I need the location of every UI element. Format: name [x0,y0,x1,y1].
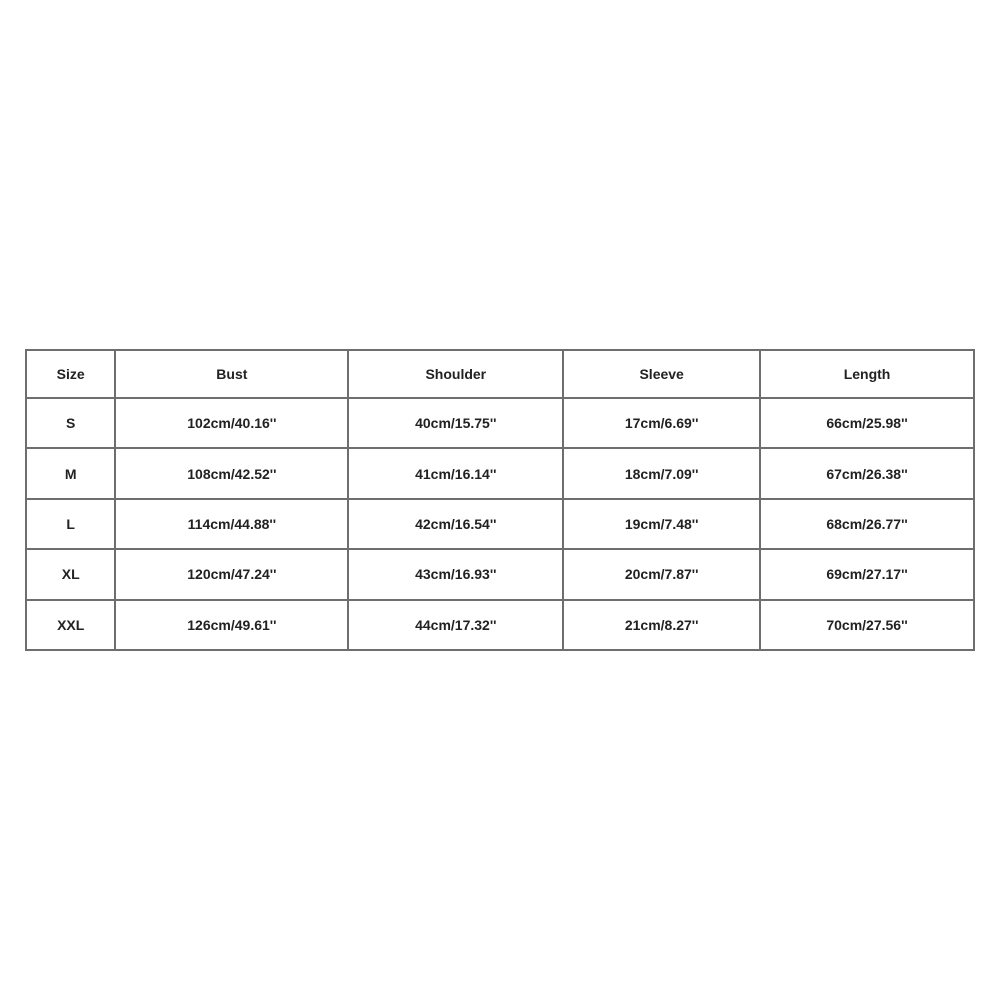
size-cell: M [26,448,115,498]
header-row [26,350,974,398]
length-cell: 69cm/27.17'' [760,549,974,599]
header-sleeve: Sleeve [563,350,760,398]
shoulder-cell: 44cm/17.32'' [348,600,563,650]
shoulder-cell: 42cm/16.54'' [348,499,563,549]
table-row [26,549,974,599]
table-row [26,600,974,650]
size-chart-table [25,349,975,651]
header-size: Size [26,350,115,398]
size-cell: L [26,499,115,549]
shoulder-cell: 43cm/16.93'' [348,549,563,599]
shoulder-cell: 40cm/15.75'' [348,398,563,448]
header-length: Length [760,350,974,398]
size-cell: XXL [26,600,115,650]
length-cell: 70cm/27.56'' [760,600,974,650]
header-bust: Bust [115,350,348,398]
length-cell: 67cm/26.38'' [760,448,974,498]
bust-cell: 126cm/49.61'' [115,600,348,650]
size-cell: XL [26,549,115,599]
sleeve-cell: 21cm/8.27'' [563,600,760,650]
length-cell: 66cm/25.98'' [760,398,974,448]
table-row [26,448,974,498]
bust-cell: 114cm/44.88'' [115,499,348,549]
size-cell: S [26,398,115,448]
bust-cell: 102cm/40.16'' [115,398,348,448]
sleeve-cell: 17cm/6.69'' [563,398,760,448]
table-row [26,398,974,448]
header-shoulder: Shoulder [348,350,563,398]
sleeve-cell: 18cm/7.09'' [563,448,760,498]
shoulder-cell: 41cm/16.14'' [348,448,563,498]
sleeve-cell: 19cm/7.48'' [563,499,760,549]
sleeve-cell: 20cm/7.87'' [563,549,760,599]
bust-cell: 108cm/42.52'' [115,448,348,498]
table-row [26,499,974,549]
bust-cell: 120cm/47.24'' [115,549,348,599]
length-cell: 68cm/26.77'' [760,499,974,549]
